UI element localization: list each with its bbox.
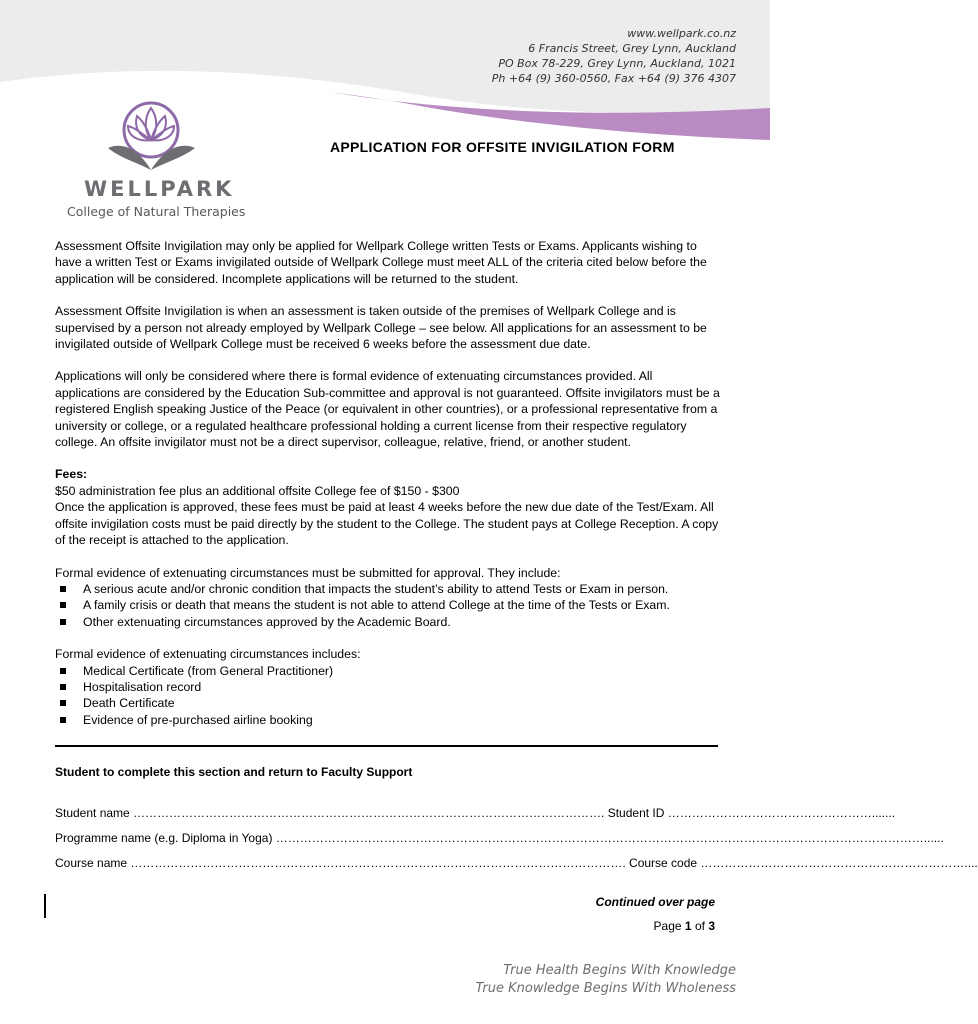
fees-block <box>55 466 720 548</box>
text-cursor <box>44 894 46 918</box>
fees-details: Once the application is approved, these fees must be paid at least 4 weeks before the new due date of the Test/Exam. All offsite invigilation costs must be paid directly by the student to the College. The student pays at College Reception. A copy of the receipt is attached to the application. <box>55 500 719 548</box>
address-line-2: PO Box 78-229, Grey Lynn, Auckland, 1021 <box>498 57 736 70</box>
website-text[interactable]: www.wellpark.co.nz <box>627 27 736 40</box>
list-item: A family crisis or death that means the student is not able to attend College at the time of the Tests or Exam. <box>55 597 720 613</box>
evidence-intro: Formal evidence of extenuating circumstances includes: <box>55 647 361 662</box>
logo-name: WELLPARK <box>84 177 235 201</box>
bullet-icon <box>60 684 66 690</box>
circumstances-intro: Formal evidence of extenuating circumstances must be submitted for approval. They include: <box>55 565 561 580</box>
page-current: 1 <box>684 919 692 933</box>
form-title: APPLICATION FOR OFFSITE INVIGILATION FORM <box>330 139 675 155</box>
fees-amount: $50 administration fee plus an additional offsite College fee of $150 - $300 <box>55 483 460 498</box>
circumstances-list <box>55 581 720 630</box>
contact-details <box>492 26 736 86</box>
lotus-flower-icon <box>104 100 199 180</box>
programme-name-field[interactable]: Programme name (e.g. Diploma in Yoga) ………………………………………………………………………………………………………………………………………………...... <box>55 831 944 845</box>
page-label: Page <box>653 919 682 933</box>
course-name-code-field[interactable]: Course name ……………………………………………………………………………………………………………. Course code ………………………………………………………….... <box>55 856 978 870</box>
page-total: 3 <box>708 919 715 933</box>
list-item: Hospitalisation record <box>55 679 720 695</box>
tagline-line-1: True Health Begins With Knowledge <box>503 963 736 978</box>
continued-note: Continued over page <box>595 895 715 909</box>
phone-fax-line: Ph +64 (9) 360-0560, Fax +64 (9) 376 4307 <box>491 72 736 85</box>
page-of: of <box>694 919 705 933</box>
tagline-line-2: True Knowledge Begins With Wholeness <box>475 981 736 996</box>
student-section-title: Student to complete this section and return to Faculty Support <box>55 765 413 779</box>
address-line-1: 6 Francis Street, Grey Lynn, Auckland <box>528 42 736 55</box>
logo-subtitle: College of Natural Therapies <box>67 204 246 219</box>
list-item: Other extenuating circumstances approved by the Academic Board. <box>55 614 720 630</box>
footer-tagline <box>475 962 736 998</box>
list-item: Death Certificate <box>55 695 720 711</box>
bullet-icon <box>60 586 66 592</box>
criteria-paragraph: Applications will only be considered where there is formal evidence of extenuating circumstances provided. All applications are considered by the Education Sub-committee and approval is not guaranteed. Offsite invigilators must be a registered English speaking Justice of the Peace (or equivalent in other countries), or a professional representative from a university or college, or a regulated healthcare professional holding a current license from their respective regulatory college. An offsite invigilator must not be a direct supervisor, colleague, relative, friend, or another student. <box>55 369 720 450</box>
evidence-list <box>55 663 720 729</box>
definition-paragraph: Assessment Offsite Invigilation is when an assessment is taken outside of the premises of Wellpark College and is supervised by a person not already employed by Wellpark College – see below. All applications for an assessment to be invigilated outside of Wellpark College must be received 6 weeks before the assessment due date. <box>55 304 707 352</box>
form-body <box>55 238 720 728</box>
list-item: A serious acute and/or chronic condition that impacts the student’s ability to attend Tests or Exam in person. <box>55 581 720 597</box>
bullet-icon <box>60 668 66 674</box>
list-item: Evidence of pre-purchased airline booking <box>55 712 720 728</box>
bullet-icon <box>60 602 66 608</box>
student-name-id-field[interactable]: Student name ………………………………………………………………………………………………………. Student ID ……………………………………………....... <box>55 806 896 820</box>
fees-heading: Fees: <box>55 467 88 482</box>
wellpark-logo <box>62 100 247 225</box>
list-item: Medical Certificate (from General Practitioner) <box>55 663 720 679</box>
bullet-icon <box>60 717 66 723</box>
section-divider <box>55 745 718 747</box>
page-number <box>654 919 715 933</box>
bullet-icon <box>60 619 66 625</box>
bullet-icon <box>60 700 66 706</box>
intro-paragraph: Assessment Offsite Invigilation may only be applied for Wellpark College written Tests or Exams. Applicants wishing to have a written Test or Exams invigilated outside of Wellpark College must meet ALL of the criteria cited below before the application will be considered. Incomplete applications will be returned to the student. <box>55 239 707 286</box>
